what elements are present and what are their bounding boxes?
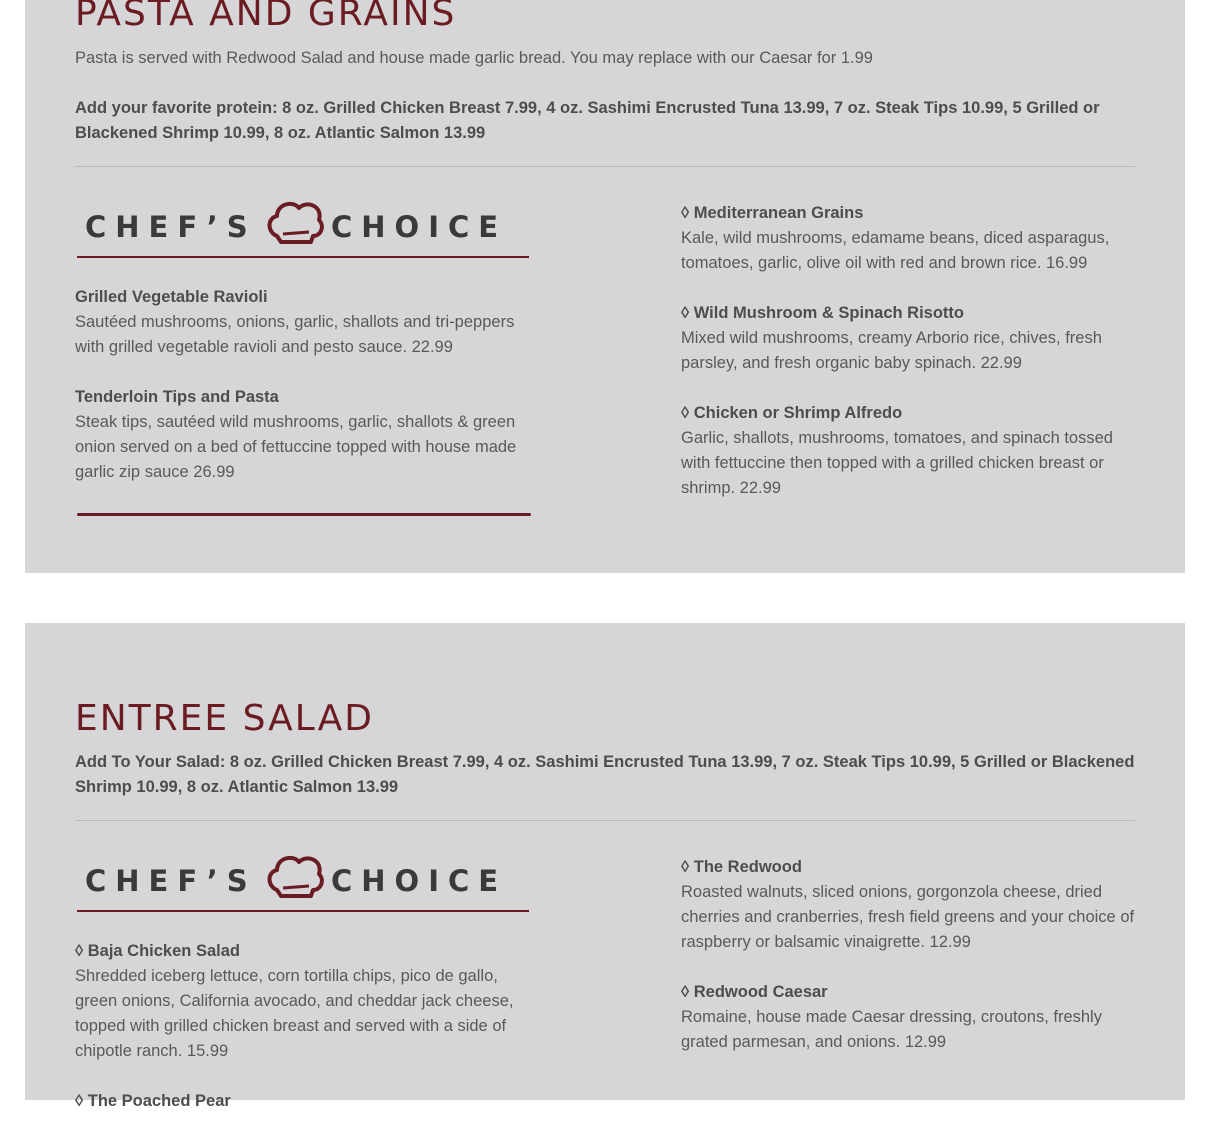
item-description: Shredded iceberg lettuce, corn tortilla chips, pico de gallo, green onions, California avocado, and cheddar jack cheese, topped with grilled chicken breast and served with a side of chipotle ranch. 15.99 (75, 967, 514, 1060)
logo-text-left: CHEF’S (85, 210, 257, 244)
menu-column-right (681, 201, 1141, 526)
item-description: Steak tips, sautéed wild mushrooms, garlic, shallots & green onion served on a bed of fettuccine topped with house made garlic zip sauce 26.99 (75, 413, 517, 481)
item-description: Garlic, shallots, mushrooms, tomatoes, and spinach tossed with fettuccine then topped with a grilled chicken breast or shrimp. 22.99 (681, 429, 1113, 497)
section-title: ENTREE SALAD (75, 698, 374, 739)
item-name: ◊ Redwood Caesar (681, 983, 828, 1001)
item-name: ◊ The Redwood (681, 858, 802, 876)
menu-item (75, 1089, 540, 1114)
chef-hat-icon (263, 196, 327, 248)
menu-item (681, 855, 1141, 955)
item-description: Roasted walnuts, sliced onions, gorgonzola cheese, dried cherries and cranberries, fresh field greens and your choice of raspberry or balsamic vinaigrette. 12.99 (681, 883, 1135, 951)
menu-item (75, 285, 540, 360)
chef-hat-icon (263, 850, 327, 902)
chefs-choice-end-rule (77, 513, 531, 516)
item-name: ◊ The Poached Pear (75, 1092, 231, 1110)
logo-text-right: CHOICE (331, 210, 508, 244)
section-divider (75, 820, 1135, 821)
item-name: Tenderloin Tips and Pasta (75, 388, 279, 406)
item-description: Kale, wild mushrooms, edamame beans, diced asparagus, tomatoes, garlic, olive oil with red and brown rice. 16.99 (681, 229, 1110, 272)
item-name: Grilled Vegetable Ravioli (75, 288, 268, 306)
item-description: Romaine, house made Caesar dressing, croutons, freshly grated parmesan, and onions. 12.99 (681, 1008, 1102, 1051)
section-title: PASTA AND GRAINS (75, 0, 457, 34)
logo-text-left: CHEF’S (85, 864, 257, 898)
chefs-choice-column (75, 850, 540, 1139)
menu-item (681, 301, 1141, 376)
chefs-choice-logo (75, 196, 531, 258)
salad-protein-addons: Add To Your Salad: 8 oz. Grilled Chicken Breast 7.99, 4 oz. Sashimi Encrusted Tuna 13.99, 7 oz. Steak Tips 10.99, 5 Grilled or Blackened Shrimp 10.99, 8 oz. Atlantic Salmon 13.99 (75, 753, 1135, 796)
menu-item (681, 401, 1141, 501)
item-description: Sautéed mushrooms, onions, garlic, shallots and tri-peppers with grilled vegetable ravioli and pesto sauce. 22.99 (75, 313, 515, 356)
chefs-choice-logo (75, 850, 531, 912)
logo-text-right: CHOICE (331, 864, 508, 898)
item-name: ◊ Mediterranean Grains (681, 204, 864, 222)
pasta-grains-section (25, 0, 1185, 573)
menu-column-right (681, 855, 1141, 1080)
chefs-choice-column (75, 196, 540, 516)
entree-salad-section (25, 623, 1185, 1110)
item-description: Mixed wild mushrooms, creamy Arborio rice, chives, fresh parsley, and fresh organic baby spinach. 22.99 (681, 329, 1102, 372)
logo-underline (77, 910, 529, 912)
menu-item (681, 980, 1141, 1055)
pasta-intro: Pasta is served with Redwood Salad and house made garlic bread. You may replace with our Caesar for 1.99 (75, 49, 873, 67)
pasta-protein-addons: Add your favorite protein: 8 oz. Grilled Chicken Breast 7.99, 4 oz. Sashimi Encrusted Tuna 13.99, 7 oz. Steak Tips 10.99, 5 Grilled or Blackened Shrimp 10.99, 8 oz. Atlantic Salmon 13.99 (75, 99, 1100, 142)
item-name: ◊ Baja Chicken Salad (75, 942, 240, 960)
menu-item (75, 939, 540, 1064)
menu-item (681, 201, 1141, 276)
logo-underline (77, 256, 529, 258)
item-name: ◊ Wild Mushroom & Spinach Risotto (681, 304, 964, 322)
item-name: ◊ Chicken or Shrimp Alfredo (681, 404, 903, 422)
section-divider (75, 166, 1135, 167)
menu-item (75, 385, 540, 485)
